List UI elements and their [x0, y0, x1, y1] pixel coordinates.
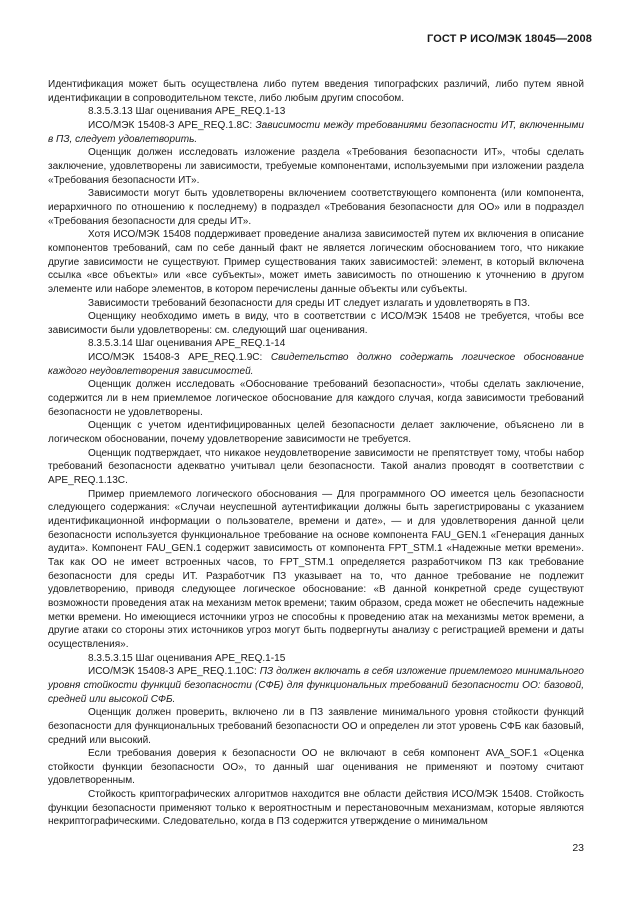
page-body — [48, 78, 584, 829]
requirement-ref: ИСО/МЭК 15408-3 APE_REQ.1.9C: — [88, 352, 271, 364]
paragraph-8: Оценщику необходимо иметь в виду, что в соответствии с ИСО/МЭК 15408 не требуется, чтобы все зависимости были удовлетворены: см. следующий шаг оценивания. — [48, 311, 584, 336]
paragraph-6: Хотя ИСО/МЭК 15408 поддерживает проведение анализа зависимостей путем их включения в описание компонентов требований, сам по себе данный факт не является логическим обоснованием того, что никакие другие зависимости не существуют. Пример существования таких зависимостей: элемент, в который включена ссылка «все объекты» или «все субъекты», может иметь зависимость по отношению к уточнению в другом элементе или наборе элементов, в котором перечислены данные объекты или субъекты. — [48, 229, 584, 295]
requirement-10c — [48, 665, 584, 706]
paragraph-17: Оценщик должен проверить, включено ли в ПЗ заявление минимального уровня стойкости функций безопасности для функциональных требований безопасности ОО и определен ли этот уровень СФБ как базовый, средний или высокий. — [48, 707, 584, 746]
requirement-text: ПЗ должен включать в себя изложение приемлемого минимального уровня стойкости функций безопасности (СФБ) для функциональных требований безопасности ОО: базовой, средней или высокой СФБ. — [48, 666, 584, 705]
paragraph-5: Зависимости могут быть удовлетворены включением соответствующего компонента (или компонента, иерархичного по отношению к последнему) в подраздел «Требования безопасности для ОО» или в подраздел «Требования безопасности для среды ИТ». — [48, 188, 584, 227]
step-heading-13: 8.3.5.3.13 Шаг оценивания APE_REQ.1-13 — [88, 106, 286, 118]
requirement-text: Зависимости между требованиями безопасности ИТ, включенными в ПЗ, следует удовлетворить. — [48, 119, 584, 145]
requirement-text: Свидетельство должно содержать логическое обоснование каждого неудовлетворения зависимостей. — [48, 352, 585, 377]
document-header: ГОСТ Р ИСО/МЭК 18045—2008 — [427, 33, 592, 45]
step-heading-15: 8.3.5.3.15 Шаг оценивания APE_REQ.1-15 — [88, 652, 286, 664]
paragraph-1: Идентификация может быть осуществлена либо путем введения типографских различий, либо путем явной идентификации в сопроводительном тексте, либо любым другим способом. — [48, 79, 584, 104]
example-paragraph: Пример приемлемого логического обоснования — Для программного ОО имеется цель безопасности следующего содержания: «Случаи неуспешной аутентификации должны быть зарегистрированы с указанием идентификационной информации о пользователе, времени и дате», — и для удовлетворения данной цели безопасности используется функциональное требование на основе компонента FAU_GEN.1 «Генерация данных аудита». Компонент FAU_GEN.1 содержит зависимость от компонента FPT_STM.1 «Надежные метки времени». Так как ОО не имеет встроенных часов, то FPT_STM.1 определяется разработчиком ПЗ как требование безопасности для среды ИТ. Разработчик ПЗ указывает на то, что данное требование не подлежит удовлетворению, приводя следующее логическое обоснование: «В данной конкретной среде существуют возможности проведения атак на механизм меток времени; таким образом, среда может не обеспечить надежные метки времени. Но имеющиеся источники угроз не способны к проведению атак на механизмы меток времени, а другие атаки со стороны этих источников угроз могут быть подвергнуты анализу с регистрацией времени и даты осуществления». — [48, 488, 584, 650]
paragraph-12: Оценщик с учетом идентифицированных целей безопасности делает заключение, объяснено ли в логическом обосновании, почему удовлетворение зависимости не требуется. — [48, 420, 584, 446]
requirement-ref: ИСО/МЭК 15408-3 APE_REQ.1.8C: — [88, 119, 256, 131]
requirement-9c — [48, 351, 584, 378]
requirement-8c — [48, 119, 584, 146]
step-heading-14: 8.3.5.3.14 Шаг оценивания APE_REQ.1-14 — [88, 338, 286, 350]
paragraph-4: Оценщик должен исследовать изложение раздела «Требования безопасности ИТ», чтобы сделать заключение, удовлетворены ли зависимости, требуемые компонентами, используемыми при изложении раздела «Требования безопасности ИТ». — [48, 147, 584, 186]
paragraph-13: Оценщик подтверждает, что никакое неудовлетворение зависимости не препятствует тому, чтобы набор требований безопасности адекватно учитывал цели безопасности. Такой анализ проводят в соответствии с APE_REQ.1.13C. — [48, 447, 584, 487]
paragraph-19: Стойкость криптографических алгоритмов находится вне области действия ИСО/МЭК 15408. Стойкость функции безопасности применяют только к вероятностным и перестановочным механизмам, которые являются некриптографическими. Следовательно, когда в ПЗ содержится утверждение о минимальном — [48, 789, 584, 828]
page-number: 23 — [572, 842, 584, 854]
paragraph-18: Если требования доверия к безопасности ОО не включают в себя компонент AVA_SOF.1 «Оценка стойкости функции безопасности ОО», то данный шаг оценивания не применяют и поэтому считают удовлетворенным. — [48, 748, 584, 787]
paragraph-7: Зависимости требований безопасности для среды ИТ следует излагать и удовлетворять в ПЗ. — [88, 297, 531, 309]
paragraph-11: Оценщик должен исследовать «Обоснование требований безопасности», чтобы сделать заключение, содержится ли в нем приемлемое логическое обоснование для каждого случая, когда зависимости требований безопасности не удовлетворены. — [48, 379, 584, 418]
requirement-ref: ИСО/МЭК 15408-3 APE_REQ.1.10C: — [88, 666, 260, 678]
